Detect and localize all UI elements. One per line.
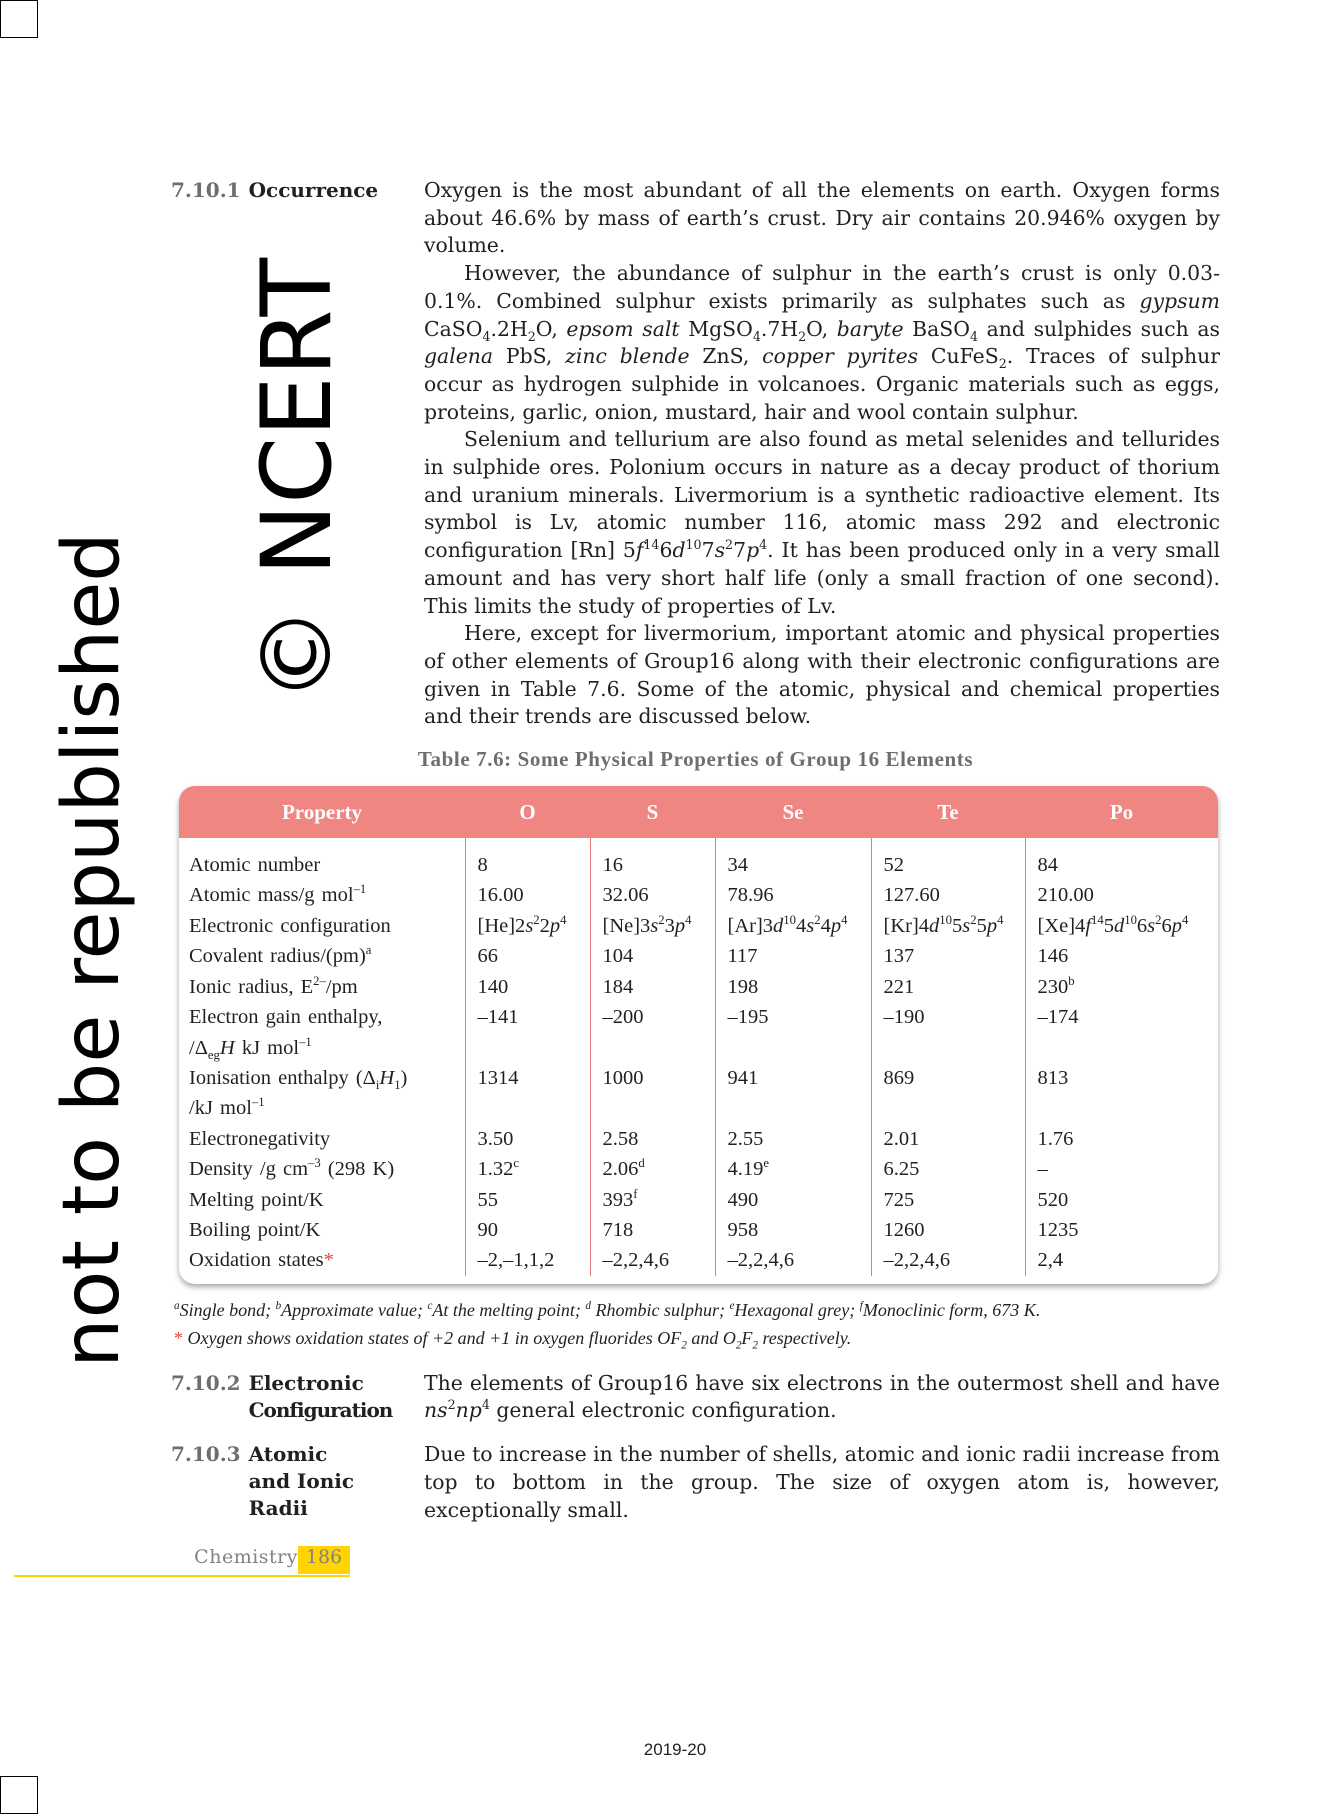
cell-po: 84 xyxy=(1025,838,1218,880)
section-title-radii xyxy=(249,1441,354,1522)
cell-s: 1000 xyxy=(590,1063,715,1124)
cell-se: 198 xyxy=(715,972,871,1002)
cell-te: –190 xyxy=(871,1002,1025,1063)
table-row xyxy=(179,972,1218,1002)
cell-po: 230$^b$ xyxy=(1025,972,1218,1002)
cell-po: 1235 xyxy=(1025,1215,1218,1245)
cell-se: 490 xyxy=(715,1185,871,1215)
table-body xyxy=(179,838,1218,1276)
page-number: 186 xyxy=(298,1546,350,1574)
cell-s: 104 xyxy=(590,941,715,971)
cell-te: 221 xyxy=(871,972,1025,1002)
table-title: Table 7.6: Some Physical Properties of Group 16 Elements xyxy=(417,747,974,772)
cell-se: 2.55 xyxy=(715,1124,871,1154)
cell-s: 393$^f$ xyxy=(590,1185,715,1215)
column-header-se: Se xyxy=(715,786,871,838)
cell-po: 2,4 xyxy=(1025,1245,1218,1275)
cell-s: –200 xyxy=(590,1002,715,1063)
cell-se: 941 xyxy=(715,1063,871,1124)
section-number-occurrence: 7.10.1 xyxy=(171,178,241,202)
table-row xyxy=(179,1215,1218,1245)
table-header-row xyxy=(179,786,1218,838)
title-line: Radii xyxy=(248,1496,308,1521)
cell-o: 90 xyxy=(465,1215,590,1245)
cell-se: –2,2,4,6 xyxy=(715,1245,871,1275)
page-content xyxy=(171,177,1220,1578)
section-number-electronic: 7.10.2 xyxy=(171,1370,241,1395)
cell-o: 16.00 xyxy=(465,880,590,910)
section-electronic xyxy=(171,1370,1220,1425)
crop-mark-top xyxy=(0,0,38,38)
table-row xyxy=(179,911,1218,941)
property-label: Electron gain enthalpy, $/\Delta_{eg}H$ kJ mol$^{-1}$ xyxy=(189,1006,383,1062)
cell-s: 718 xyxy=(590,1215,715,1245)
property-label: Ionic radius, $E^{2-}/pm$ xyxy=(189,973,358,998)
property-label: Atomic mass/g mol$^{-1}$ xyxy=(189,882,367,907)
paragraph: Due to increase in the number of shells, atomic and ionic radii increase from top to bottom in the group. The size of oxygen atom is, however, exceptionally small. xyxy=(424,1442,1220,1522)
cell-o: 55 xyxy=(465,1185,590,1215)
cell-te: 869 xyxy=(871,1063,1025,1124)
cell-s: 32.06 xyxy=(590,880,715,910)
cell-s: $[Ne]3s^23p^4$ xyxy=(590,911,715,941)
cell-po: – xyxy=(1025,1154,1218,1184)
cell-se: 78.96 xyxy=(715,880,871,910)
paragraph: The elements of Group16 have six electrons in the outermost shell and have $ns^2np^4$ general electronic configuration. xyxy=(424,1370,1220,1423)
cell-po: –174 xyxy=(1025,1002,1218,1063)
cell-se: –195 xyxy=(715,1002,871,1063)
cell-te: $[Kr]4d^{10}5s^25p^4$ xyxy=(871,911,1025,941)
column-header-property: Property xyxy=(179,786,465,838)
cell-se: 958 xyxy=(715,1215,871,1245)
section-title-electronic xyxy=(249,1370,393,1424)
cell-te: 127.60 xyxy=(871,880,1025,910)
cell-se: 34 xyxy=(715,838,871,880)
properties-table xyxy=(179,786,1218,1284)
column-header-s: S xyxy=(590,786,715,838)
paragraph: Here, except for livermorium, important atomic and physical properties of other elements of Group16 along with their electronic configurations are given in Table 7.6. Some of the atomic, physical and chemical properties and their trends are discussed below. xyxy=(424,621,1220,729)
title-line: Atomic xyxy=(248,1442,328,1467)
cell-po: 1.76 xyxy=(1025,1124,1218,1154)
section-heading-electronic xyxy=(171,1370,424,1424)
section-radii xyxy=(171,1441,1220,1524)
watermark-not-republished: not to be republished xyxy=(47,532,137,1368)
title-line: Configuration xyxy=(248,1397,393,1422)
cell-s: 2.58 xyxy=(590,1124,715,1154)
crop-mark-bottom xyxy=(0,1776,38,1814)
section-title-occurrence: Occurrence xyxy=(248,178,379,202)
table-row xyxy=(179,1002,1218,1063)
paragraph: However, the abundance of sulphur in the earth’s crust is only 0.03-0.1%. Combined sulphur exists primarily as sulphates such as gypsum $CaSO_4.2H_2O$, epsom salt $MgSO_4.7H_2O$, baryte BaSO$_4$ and sulphides such as galena PbS, zinc blende ZnS, copper pyrites CuFeS$_2$. Traces of sulphur occur as hydrogen sulphide in volcanoes. Organic materials such as eggs, proteins, garlic, onion, mustard, hair and wool contain sulphur. xyxy=(424,261,1220,424)
cell-po: 813 xyxy=(1025,1063,1218,1124)
table-row xyxy=(179,880,1218,910)
property-label: Electronegativity xyxy=(189,1127,331,1150)
radii-body xyxy=(424,1441,1220,1524)
section-heading-radii xyxy=(171,1441,424,1522)
table-row xyxy=(179,1063,1218,1124)
cell-o: –2,–1,1,2 xyxy=(465,1245,590,1275)
cell-o: 66 xyxy=(465,941,590,971)
property-label: Covalent radius/(pm)$^a$ xyxy=(189,943,372,968)
cell-te: 725 xyxy=(871,1185,1025,1215)
property-label: Melting point/K xyxy=(189,1188,324,1211)
property-label: Density /g $cm^{-3}$ (298 K) xyxy=(189,1156,395,1181)
cell-te: 1260 xyxy=(871,1215,1025,1245)
table-row xyxy=(179,1245,1218,1275)
cell-po: 210.00 xyxy=(1025,880,1218,910)
cell-o: –141 xyxy=(465,1002,590,1063)
cell-se: 4.19e xyxy=(715,1154,871,1184)
property-label: Electronic configuration xyxy=(189,914,391,937)
section-occurrence xyxy=(171,177,1220,731)
column-header-o: O xyxy=(465,786,590,838)
cell-te: 137 xyxy=(871,941,1025,971)
cell-o: 1314 xyxy=(465,1063,590,1124)
table-footnotes xyxy=(171,1296,1220,1352)
cell-s: 16 xyxy=(590,838,715,880)
cell-s: –2,2,4,6 xyxy=(590,1245,715,1275)
footer-rule xyxy=(14,1575,350,1577)
cell-o: 140 xyxy=(465,972,590,1002)
cell-o: 3.50 xyxy=(465,1124,590,1154)
cell-o: $[He]2s^22p^4$ xyxy=(465,911,590,941)
cell-se: $[Ar]3d^{10}4s^24p^4$ xyxy=(715,911,871,941)
table-row xyxy=(179,838,1218,880)
year-label: 2019-20 xyxy=(643,1740,707,1759)
occurrence-body xyxy=(424,177,1220,731)
cell-o: 8 xyxy=(465,838,590,880)
cell-po: $[Xe]4f^{14}5d^{10}6s^26p^4$ xyxy=(1025,911,1218,941)
cell-te: 2.01 xyxy=(871,1124,1025,1154)
electronic-body xyxy=(424,1370,1220,1425)
cell-po: 146 xyxy=(1025,941,1218,971)
cell-te: 52 xyxy=(871,838,1025,880)
cell-s: 184 xyxy=(590,972,715,1002)
title-line: and Ionic xyxy=(248,1469,355,1494)
title-line: Electronic xyxy=(248,1370,364,1395)
watermark-ncert: © NCERT xyxy=(241,257,353,703)
column-header-te: Te xyxy=(871,786,1025,838)
paragraph: Selenium and tellurium are also found as metal selenides and tellurides in sulphide ores. Polonium occurs in nature as a decay product of thorium and uranium minerals. Livermorium is a synthetic radioactive element. Its symbol is Lv, atomic number 116, atomic mass 292 and electronic configuration [Rn] $5f^{14}6d^{10}7s^27p^4$. It has been produced only in a very small amount and has very short half life (only a small fraction of one second). This limits the study of properties of Lv. xyxy=(424,427,1220,618)
section-heading-occurrence xyxy=(171,177,424,204)
property-label: Boiling point/K xyxy=(189,1218,321,1241)
section-number-radii: 7.10.3 xyxy=(171,1442,241,1467)
table-row xyxy=(179,1185,1218,1215)
table-row xyxy=(179,941,1218,971)
cell-se: 117 xyxy=(715,941,871,971)
cell-o: 1.32$^c$ xyxy=(465,1154,590,1184)
cell-s: 2.06$^d$ xyxy=(590,1154,715,1184)
paragraph: Oxygen is the most abundant of all the elements on earth. Oxygen forms about 46.6% by mass of earth’s crust. Dry air contains 20.946% oxygen by volume. xyxy=(424,178,1220,258)
cell-po: 520 xyxy=(1025,1185,1218,1215)
property-label: Ionisation enthalpy $(\Delta_iH_1)$ /kJ mol$^{-1}$ xyxy=(189,1066,408,1120)
cell-te: 6.25 xyxy=(871,1154,1025,1184)
column-header-po: Po xyxy=(1025,786,1218,838)
page-footer xyxy=(14,1546,1220,1578)
table-footnote-superscripts: $^a$Single bond; $^b$Approximate value; $^c$At the melting point; $^d$ Rhombic sulphur; $^e$Hexagonal grey; $^f$Monoclinic form, 673 K. xyxy=(174,1299,1041,1320)
table-row xyxy=(179,1124,1218,1154)
table-row xyxy=(179,1154,1218,1184)
cell-te: –2,2,4,6 xyxy=(871,1245,1025,1275)
property-label: Atomic number xyxy=(189,854,321,877)
property-label: Oxidation states* xyxy=(189,1249,334,1272)
table-footnote-oxygen: * Oxygen shows oxidation states of +2 and +1 in oxygen fluorides $OF_2$ and $O_2F_2$ respectively. xyxy=(174,1327,852,1352)
footer-subject: Chemistry xyxy=(194,1546,298,1569)
